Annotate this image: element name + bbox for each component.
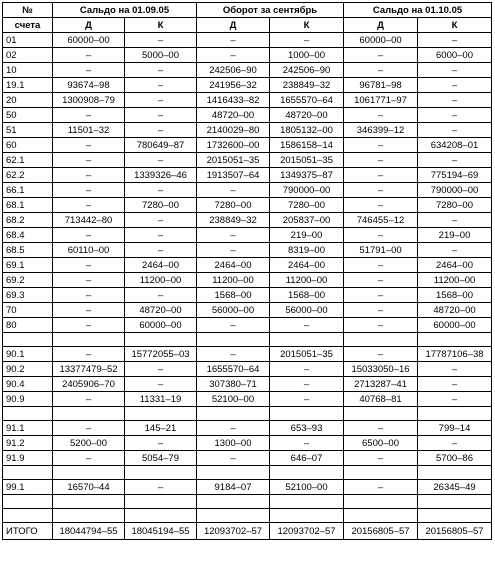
opening-credit-cell: – — [125, 63, 197, 78]
header-credit: К — [125, 18, 197, 33]
opening-debit-cell — [53, 407, 125, 421]
account-cell: 90.9 — [3, 392, 53, 407]
opening-debit-cell: – — [53, 63, 125, 78]
table-row — [3, 303, 492, 318]
table-row — [3, 347, 492, 362]
turnover-debit-cell: 48720–00 — [197, 108, 270, 123]
closing-debit-cell: – — [344, 347, 418, 362]
closing-credit-cell: – — [418, 213, 492, 228]
closing-debit-cell — [344, 333, 418, 347]
turnover-credit-cell: 11200–00 — [270, 273, 344, 288]
account-cell: 68.5 — [3, 243, 53, 258]
turnover-debit-cell — [197, 466, 270, 480]
opening-debit-cell: 93674–98 — [53, 78, 125, 93]
turnover-debit-cell: 1300–00 — [197, 436, 270, 451]
opening-debit-cell — [53, 495, 125, 509]
account-cell: 60 — [3, 138, 53, 153]
closing-credit-cell: 17787106–38 — [418, 347, 492, 362]
account-cell: 68.2 — [3, 213, 53, 228]
turnover-credit-cell: 1349375–87 — [270, 168, 344, 183]
account-cell — [3, 495, 53, 509]
table-row — [3, 213, 492, 228]
turnover-credit-cell: 8319–00 — [270, 243, 344, 258]
table-row — [3, 183, 492, 198]
account-cell: 70 — [3, 303, 53, 318]
account-cell: 62.2 — [3, 168, 53, 183]
closing-debit-cell: – — [344, 168, 418, 183]
turnover-credit-cell — [270, 466, 344, 480]
closing-credit-cell: 775194–69 — [418, 168, 492, 183]
turnover-credit-cell: 12093702–57 — [270, 523, 344, 540]
turnover-credit-cell: 1000–00 — [270, 48, 344, 63]
opening-credit-cell: – — [125, 288, 197, 303]
account-cell: 91.2 — [3, 436, 53, 451]
opening-debit-cell: – — [53, 153, 125, 168]
header-account-label: счета — [3, 18, 53, 33]
closing-debit-cell: 51791–00 — [344, 243, 418, 258]
account-cell: 90.4 — [3, 377, 53, 392]
turnover-credit-cell: 52100–00 — [270, 480, 344, 495]
closing-debit-cell: – — [344, 273, 418, 288]
opening-debit-cell: 60110–00 — [53, 243, 125, 258]
closing-credit-cell: – — [418, 108, 492, 123]
closing-debit-cell — [344, 466, 418, 480]
closing-debit-cell: – — [344, 153, 418, 168]
header-account-number: № — [3, 3, 53, 18]
turnover-debit-cell: 1416433–82 — [197, 93, 270, 108]
table-row — [3, 436, 492, 451]
opening-debit-cell: – — [53, 451, 125, 466]
opening-debit-cell: 713442–80 — [53, 213, 125, 228]
turnover-debit-cell: – — [197, 451, 270, 466]
closing-debit-cell: 746455–12 — [344, 213, 418, 228]
turnover-debit-cell: – — [197, 33, 270, 48]
turnover-credit-cell: – — [270, 362, 344, 377]
opening-credit-cell: – — [125, 228, 197, 243]
closing-debit-cell: – — [344, 303, 418, 318]
opening-debit-cell: 60000–00 — [53, 33, 125, 48]
closing-credit-cell: 6000–00 — [418, 48, 492, 63]
opening-credit-cell: 15772055–03 — [125, 347, 197, 362]
opening-debit-cell: – — [53, 273, 125, 288]
opening-credit-cell: – — [125, 183, 197, 198]
table-row — [3, 451, 492, 466]
table-row — [3, 243, 492, 258]
opening-debit-cell: 11501–32 — [53, 123, 125, 138]
opening-debit-cell: 1300908–79 — [53, 93, 125, 108]
account-cell: 91.1 — [3, 421, 53, 436]
closing-credit-cell: – — [418, 33, 492, 48]
account-cell: 62.1 — [3, 153, 53, 168]
turnover-credit-cell: – — [270, 392, 344, 407]
closing-credit-cell: – — [418, 377, 492, 392]
account-cell: 68.4 — [3, 228, 53, 243]
closing-credit-cell: 219–00 — [418, 228, 492, 243]
opening-credit-cell: 18045194–55 — [125, 523, 197, 540]
header-row-sides — [3, 18, 492, 33]
opening-credit-cell: – — [125, 362, 197, 377]
closing-debit-cell — [344, 509, 418, 523]
table-row — [3, 288, 492, 303]
account-cell: 90.1 — [3, 347, 53, 362]
table-row — [3, 421, 492, 436]
turnover-credit-cell: 1568–00 — [270, 288, 344, 303]
turnover-credit-cell — [270, 333, 344, 347]
opening-credit-cell: 7280–00 — [125, 198, 197, 213]
turnover-credit-cell: 56000–00 — [270, 303, 344, 318]
turnover-credit-cell: 653–93 — [270, 421, 344, 436]
turnover-debit-cell: – — [197, 48, 270, 63]
account-cell — [3, 466, 53, 480]
opening-credit-cell: – — [125, 108, 197, 123]
account-cell: 50 — [3, 108, 53, 123]
opening-credit-cell — [125, 466, 197, 480]
closing-credit-cell: 2464–00 — [418, 258, 492, 273]
account-cell: 19.1 — [3, 78, 53, 93]
turnover-credit-cell: 48720–00 — [270, 108, 344, 123]
opening-credit-cell: 2464–00 — [125, 258, 197, 273]
turnover-credit-cell: 2015051–35 — [270, 347, 344, 362]
closing-credit-cell: – — [418, 362, 492, 377]
opening-credit-cell: – — [125, 153, 197, 168]
opening-credit-cell: 48720–00 — [125, 303, 197, 318]
closing-credit-cell — [418, 333, 492, 347]
turnover-debit-cell: 1655570–64 — [197, 362, 270, 377]
turnover-credit-cell: 646–07 — [270, 451, 344, 466]
table-row — [3, 168, 492, 183]
table-row — [3, 258, 492, 273]
opening-credit-cell: 780649–87 — [125, 138, 197, 153]
turnover-debit-cell: – — [197, 318, 270, 333]
spacer-row — [3, 466, 492, 480]
turnover-credit-cell: 242506–90 — [270, 63, 344, 78]
turnover-debit-cell — [197, 333, 270, 347]
header-debit: Д — [344, 18, 418, 33]
closing-credit-cell: – — [418, 392, 492, 407]
turnover-debit-cell: – — [197, 347, 270, 362]
opening-credit-cell: 1339326–46 — [125, 168, 197, 183]
closing-debit-cell: – — [344, 138, 418, 153]
opening-debit-cell — [53, 509, 125, 523]
closing-debit-cell: – — [344, 318, 418, 333]
closing-credit-cell: – — [418, 153, 492, 168]
account-cell: 20 — [3, 93, 53, 108]
closing-debit-cell: 346399–12 — [344, 123, 418, 138]
account-cell: 99.1 — [3, 480, 53, 495]
account-cell: 69.2 — [3, 273, 53, 288]
closing-debit-cell: 15033050–16 — [344, 362, 418, 377]
opening-credit-cell: – — [125, 78, 197, 93]
opening-credit-cell — [125, 333, 197, 347]
table-row — [3, 153, 492, 168]
closing-credit-cell: – — [418, 93, 492, 108]
closing-debit-cell: 20156805–57 — [344, 523, 418, 540]
turnover-credit-cell: 2015051–35 — [270, 153, 344, 168]
turnover-debit-cell: 56000–00 — [197, 303, 270, 318]
opening-credit-cell: 5054–79 — [125, 451, 197, 466]
table-row — [3, 377, 492, 392]
header-closing-balance: Сальдо на 01.10.05 — [344, 3, 492, 18]
opening-debit-cell: – — [53, 318, 125, 333]
turnover-credit-cell: – — [270, 436, 344, 451]
account-cell: 02 — [3, 48, 53, 63]
table-row — [3, 138, 492, 153]
closing-debit-cell: – — [344, 63, 418, 78]
header-credit: К — [270, 18, 344, 33]
turnover-debit-cell: – — [197, 183, 270, 198]
closing-credit-cell — [418, 407, 492, 421]
table-row — [3, 228, 492, 243]
account-cell — [3, 333, 53, 347]
closing-credit-cell: 11200–00 — [418, 273, 492, 288]
closing-debit-cell: – — [344, 198, 418, 213]
header-row-groups — [3, 3, 492, 18]
turnover-debit-cell: 307380–71 — [197, 377, 270, 392]
table-row — [3, 108, 492, 123]
opening-debit-cell: – — [53, 303, 125, 318]
opening-debit-cell: 2405906–70 — [53, 377, 125, 392]
turnover-debit-cell: – — [197, 243, 270, 258]
turnover-debit-cell: 242506–90 — [197, 63, 270, 78]
turnover-credit-cell: 790000–00 — [270, 183, 344, 198]
turnover-credit-cell: 205837–00 — [270, 213, 344, 228]
opening-debit-cell: 5200–00 — [53, 436, 125, 451]
closing-debit-cell: – — [344, 480, 418, 495]
closing-credit-cell: 799–14 — [418, 421, 492, 436]
closing-credit-cell: – — [418, 436, 492, 451]
turnover-credit-cell — [270, 495, 344, 509]
opening-credit-cell: 60000–00 — [125, 318, 197, 333]
closing-debit-cell: – — [344, 288, 418, 303]
closing-debit-cell: – — [344, 258, 418, 273]
turnover-credit-cell: 238849–32 — [270, 78, 344, 93]
table-row — [3, 78, 492, 93]
opening-credit-cell: 5000–00 — [125, 48, 197, 63]
account-cell: 91.9 — [3, 451, 53, 466]
opening-debit-cell — [53, 333, 125, 347]
account-cell: 90.2 — [3, 362, 53, 377]
closing-debit-cell: 60000–00 — [344, 33, 418, 48]
turnover-credit-cell: 219–00 — [270, 228, 344, 243]
closing-debit-cell: – — [344, 421, 418, 436]
table-body — [3, 33, 492, 540]
table-row — [3, 93, 492, 108]
turnover-debit-cell — [197, 509, 270, 523]
opening-debit-cell: – — [53, 392, 125, 407]
account-cell — [3, 407, 53, 421]
opening-credit-cell: 11331–19 — [125, 392, 197, 407]
opening-credit-cell: – — [125, 93, 197, 108]
closing-debit-cell: 96781–98 — [344, 78, 418, 93]
opening-credit-cell — [125, 407, 197, 421]
opening-debit-cell: – — [53, 258, 125, 273]
closing-debit-cell: – — [344, 183, 418, 198]
opening-credit-cell: 145–21 — [125, 421, 197, 436]
opening-debit-cell: – — [53, 347, 125, 362]
account-cell: 66.1 — [3, 183, 53, 198]
account-cell: ИТОГО — [3, 523, 53, 540]
closing-credit-cell: 634208–01 — [418, 138, 492, 153]
turnover-debit-cell: – — [197, 421, 270, 436]
opening-credit-cell: – — [125, 377, 197, 392]
closing-credit-cell — [418, 495, 492, 509]
spacer-row — [3, 495, 492, 509]
turnover-debit-cell: 1568–00 — [197, 288, 270, 303]
opening-debit-cell: – — [53, 108, 125, 123]
account-cell: 51 — [3, 123, 53, 138]
opening-debit-cell: – — [53, 421, 125, 436]
opening-debit-cell: – — [53, 198, 125, 213]
turnover-debit-cell: 1732600–00 — [197, 138, 270, 153]
turnover-debit-cell — [197, 495, 270, 509]
closing-credit-cell: 7280–00 — [418, 198, 492, 213]
account-cell: 10 — [3, 63, 53, 78]
closing-credit-cell: 26345–49 — [418, 480, 492, 495]
closing-debit-cell: – — [344, 451, 418, 466]
closing-credit-cell: 5700–86 — [418, 451, 492, 466]
table-row — [3, 362, 492, 377]
header-debit: Д — [197, 18, 270, 33]
turnover-credit-cell — [270, 509, 344, 523]
opening-debit-cell: – — [53, 288, 125, 303]
closing-debit-cell: 1061771–97 — [344, 93, 418, 108]
closing-credit-cell: 1568–00 — [418, 288, 492, 303]
opening-debit-cell: – — [53, 138, 125, 153]
turnover-credit-cell: 1655570–64 — [270, 93, 344, 108]
turnover-debit-cell: 12093702–57 — [197, 523, 270, 540]
spacer-row — [3, 333, 492, 347]
closing-debit-cell — [344, 495, 418, 509]
table-row — [3, 392, 492, 407]
closing-credit-cell: – — [418, 123, 492, 138]
closing-credit-cell: – — [418, 243, 492, 258]
opening-credit-cell: – — [125, 33, 197, 48]
closing-credit-cell: 20156805–57 — [418, 523, 492, 540]
turnover-debit-cell: 241956–32 — [197, 78, 270, 93]
turnover-debit-cell: 9184–07 — [197, 480, 270, 495]
account-cell: 68.1 — [3, 198, 53, 213]
turnover-credit-cell: 2464–00 — [270, 258, 344, 273]
closing-credit-cell: 48720–00 — [418, 303, 492, 318]
closing-debit-cell: – — [344, 228, 418, 243]
turnover-debit-cell: 238849–32 — [197, 213, 270, 228]
turnover-debit-cell: 2140029–80 — [197, 123, 270, 138]
opening-credit-cell — [125, 509, 197, 523]
header-opening-balance: Сальдо на 01.09.05 — [53, 3, 197, 18]
spacer-row — [3, 407, 492, 421]
turnover-debit-cell: 2015051–35 — [197, 153, 270, 168]
closing-credit-cell: – — [418, 63, 492, 78]
opening-debit-cell: – — [53, 183, 125, 198]
turnover-credit-cell: 1586158–14 — [270, 138, 344, 153]
table-row — [3, 273, 492, 288]
turnover-debit-cell: 1913507–64 — [197, 168, 270, 183]
closing-credit-cell — [418, 466, 492, 480]
turnover-credit-cell: – — [270, 33, 344, 48]
account-cell: 80 — [3, 318, 53, 333]
closing-debit-cell — [344, 407, 418, 421]
account-cell: 01 — [3, 33, 53, 48]
closing-credit-cell — [418, 509, 492, 523]
closing-credit-cell: 790000–00 — [418, 183, 492, 198]
opening-credit-cell: – — [125, 213, 197, 228]
opening-debit-cell — [53, 466, 125, 480]
closing-debit-cell: 6500–00 — [344, 436, 418, 451]
opening-debit-cell: 16570–44 — [53, 480, 125, 495]
opening-credit-cell: – — [125, 243, 197, 258]
closing-credit-cell: – — [418, 78, 492, 93]
header-turnover: Оборот за сентябрь — [197, 3, 344, 18]
header-credit: К — [418, 18, 492, 33]
opening-credit-cell: – — [125, 480, 197, 495]
turnover-credit-cell — [270, 407, 344, 421]
spacer-row — [3, 509, 492, 523]
closing-credit-cell: 60000–00 — [418, 318, 492, 333]
closing-debit-cell: – — [344, 48, 418, 63]
opening-debit-cell: – — [53, 168, 125, 183]
turnover-debit-cell: 52100–00 — [197, 392, 270, 407]
trial-balance-sheet — [2, 2, 491, 540]
table-row — [3, 33, 492, 48]
account-cell — [3, 509, 53, 523]
table-row — [3, 198, 492, 213]
turnover-credit-cell: – — [270, 318, 344, 333]
turnover-debit-cell: 11200–00 — [197, 273, 270, 288]
opening-debit-cell: – — [53, 228, 125, 243]
closing-debit-cell: – — [344, 108, 418, 123]
opening-credit-cell: 11200–00 — [125, 273, 197, 288]
closing-debit-cell: 2713287–41 — [344, 377, 418, 392]
turnover-credit-cell: – — [270, 377, 344, 392]
turnover-debit-cell: – — [197, 228, 270, 243]
turnover-debit-cell: 2464–00 — [197, 258, 270, 273]
table-row — [3, 123, 492, 138]
turnover-debit-cell — [197, 407, 270, 421]
account-cell: 69.3 — [3, 288, 53, 303]
turnover-credit-cell: 7280–00 — [270, 198, 344, 213]
total-row — [3, 523, 492, 540]
turnover-credit-cell: 1805132–00 — [270, 123, 344, 138]
table-row — [3, 480, 492, 495]
turnover-debit-cell: 7280–00 — [197, 198, 270, 213]
table-row — [3, 48, 492, 63]
closing-debit-cell: 40768–81 — [344, 392, 418, 407]
account-cell: 69.1 — [3, 258, 53, 273]
opening-credit-cell: – — [125, 436, 197, 451]
trial-balance-table — [2, 2, 492, 540]
opening-debit-cell: 18044794–55 — [53, 523, 125, 540]
opening-debit-cell: – — [53, 48, 125, 63]
opening-credit-cell: – — [125, 123, 197, 138]
table-row — [3, 318, 492, 333]
opening-debit-cell: 13377479–52 — [53, 362, 125, 377]
opening-credit-cell — [125, 495, 197, 509]
header-debit: Д — [53, 18, 125, 33]
table-row — [3, 63, 492, 78]
